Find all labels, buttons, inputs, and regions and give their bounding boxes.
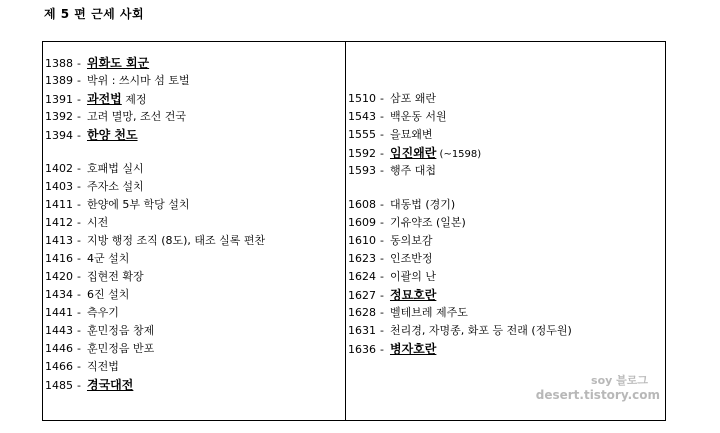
timeline-event: 인조반정: [389, 252, 433, 265]
watermark-blog-name: soy 블로그: [591, 374, 648, 387]
timeline-row: [45, 232, 341, 250]
timeline-year: 1623: [348, 252, 376, 265]
timeline-year: 1402: [45, 162, 73, 175]
dash-separator: -: [380, 216, 384, 229]
timeline-row: [45, 196, 341, 214]
dash-separator: -: [77, 379, 81, 392]
dash-separator: -: [380, 252, 384, 265]
timeline-row: [348, 162, 662, 180]
timeline-row: [348, 232, 662, 250]
dash-separator: -: [77, 216, 81, 229]
timeline-row: [45, 304, 341, 322]
dash-separator: -: [77, 288, 81, 301]
dash-separator: -: [77, 110, 81, 123]
timeline-row: [45, 250, 341, 268]
timeline-event: 위화도 회군: [86, 56, 150, 70]
timeline-event: 시전: [86, 216, 109, 229]
timeline-year: 1609: [348, 216, 376, 229]
timeline-event-note: (~1598): [436, 149, 482, 160]
timeline-row: [45, 268, 341, 286]
timeline-event: 직전법: [86, 360, 119, 373]
timeline-year: 1389: [45, 74, 73, 87]
dash-separator: -: [380, 110, 384, 123]
dash-separator: -: [77, 324, 81, 337]
dash-separator: -: [380, 147, 384, 160]
timeline-row: [45, 286, 341, 304]
timeline-row: [45, 54, 341, 72]
timeline-row: [45, 160, 341, 178]
timeline-year: 1446: [45, 342, 73, 355]
dash-separator: -: [380, 234, 384, 247]
timeline-year: 1394: [45, 129, 73, 142]
timeline-event: 한양에 5부 학당 설치: [86, 198, 190, 211]
timeline-row: [348, 250, 662, 268]
timeline-year: 1510: [348, 92, 376, 105]
timeline-year: 1627: [348, 289, 376, 302]
timeline-year: 1636: [348, 343, 376, 356]
timeline-year: 1392: [45, 110, 73, 123]
timeline-row: [348, 196, 662, 214]
timeline-row: [348, 144, 662, 162]
left-timeline-column: [45, 54, 341, 394]
dash-separator: -: [380, 289, 384, 302]
timeline-row: [348, 90, 662, 108]
timeline-year: 1592: [348, 147, 376, 160]
timeline-year: 1434: [45, 288, 73, 301]
column-divider: [345, 41, 346, 421]
dash-separator: -: [77, 74, 81, 87]
timeline-row: [45, 72, 341, 90]
timeline-year: 1466: [45, 360, 73, 373]
timeline-row: [45, 214, 341, 232]
timeline-event: 동의보감: [389, 234, 433, 247]
timeline-year: 1631: [348, 324, 376, 337]
timeline-event: 과전법: [86, 92, 122, 106]
timeline-event: 경국대전: [86, 378, 134, 392]
timeline-year: 1624: [348, 270, 376, 283]
dash-separator: -: [77, 198, 81, 211]
timeline-event: 천리경, 자명종, 화포 등 전래 (정두원): [389, 324, 572, 337]
dash-separator: -: [380, 198, 384, 211]
timeline-event: 주자소 설치: [86, 180, 144, 193]
timeline-event: 임진왜란: [389, 146, 437, 160]
dash-separator: -: [77, 162, 81, 175]
timeline-year: 1413: [45, 234, 73, 247]
timeline-row: [348, 268, 662, 286]
timeline-year: 1555: [348, 128, 376, 141]
timeline-event: 호패법 실시: [86, 162, 144, 175]
dash-separator: -: [380, 164, 384, 177]
dash-separator: -: [77, 306, 81, 319]
timeline-year: 1412: [45, 216, 73, 229]
timeline-year: 1391: [45, 93, 73, 106]
timeline-event: 이괄의 난: [389, 270, 436, 283]
timeline-year: 1416: [45, 252, 73, 265]
blog-watermark: [535, 372, 660, 402]
timeline-row: [348, 286, 662, 304]
timeline-row: [348, 126, 662, 144]
timeline-year: 1443: [45, 324, 73, 337]
timeline-event: 6진 설치: [86, 288, 130, 301]
timeline-year: 1420: [45, 270, 73, 283]
timeline-row: [45, 90, 341, 108]
timeline-year: 1593: [348, 164, 376, 177]
timeline-year: 1411: [45, 198, 73, 211]
timeline-event: 벨테브레 제주도: [389, 306, 468, 319]
dash-separator: -: [77, 93, 81, 106]
timeline-event: 행주 대첩: [389, 164, 436, 177]
timeline-row: [45, 178, 341, 196]
timeline-row: [45, 376, 341, 394]
timeline-year: 1543: [348, 110, 376, 123]
dash-separator: -: [380, 92, 384, 105]
timeline-row: [348, 214, 662, 232]
dash-separator: -: [77, 129, 81, 142]
dash-separator: -: [77, 57, 81, 70]
timeline-row: [348, 340, 662, 358]
dash-separator: -: [77, 270, 81, 283]
timeline-row: [45, 108, 341, 126]
timeline-row: [348, 108, 662, 126]
timeline-event: 지방 행정 조직 (8도), 태조 실록 편찬: [86, 234, 266, 247]
timeline-event: 측우기: [86, 306, 119, 319]
right-timeline-column: [348, 90, 662, 358]
dash-separator: -: [77, 342, 81, 355]
timeline-event: 백운동 서원: [389, 110, 447, 123]
timeline-event: 고려 멸망, 조선 건국: [86, 110, 186, 123]
group-spacer: [348, 180, 662, 196]
dash-separator: -: [380, 128, 384, 141]
timeline-event: 대동법 (경기): [389, 198, 456, 211]
timeline-event: 삼포 왜란: [389, 92, 436, 105]
timeline-year: 1441: [45, 306, 73, 319]
timeline-year: 1608: [348, 198, 376, 211]
timeline-event: 박위 : 쓰시마 섬 토벌: [86, 74, 190, 87]
timeline-row: [45, 340, 341, 358]
timeline-row: [45, 358, 341, 376]
timeline-event: 병자호란: [389, 342, 437, 356]
timeline-event: 기유약조 (일본): [389, 216, 466, 229]
timeline-year: 1388: [45, 57, 73, 70]
timeline-row: [45, 322, 341, 340]
dash-separator: -: [77, 234, 81, 247]
page-title: 제 5 편 근세 사회: [44, 7, 145, 21]
dash-separator: -: [380, 324, 384, 337]
dash-separator: -: [77, 180, 81, 193]
group-spacer: [45, 144, 341, 160]
timeline-year: 1610: [348, 234, 376, 247]
dash-separator: -: [380, 306, 384, 319]
timeline-row: [348, 322, 662, 340]
timeline-year: 1628: [348, 306, 376, 319]
timeline-event: 한양 천도: [86, 128, 138, 142]
watermark-url: desert.tistory.com: [535, 388, 660, 402]
dash-separator: -: [380, 343, 384, 356]
dash-separator: -: [77, 252, 81, 265]
timeline-event: 집현전 확장: [86, 270, 144, 283]
timeline-year: 1485: [45, 379, 73, 392]
timeline-event: 정묘호란: [389, 288, 437, 302]
timeline-row: [348, 304, 662, 322]
timeline-event: 훈민정음 창제: [86, 324, 155, 337]
dash-separator: -: [380, 270, 384, 283]
timeline-event: 4군 설치: [86, 252, 130, 265]
timeline-event: 훈민정음 반포: [86, 342, 155, 355]
timeline-event-suffix: 제정: [121, 93, 147, 106]
dash-separator: -: [77, 360, 81, 373]
timeline-event: 을묘왜변: [389, 128, 433, 141]
timeline-row: [45, 126, 341, 144]
timeline-year: 1403: [45, 180, 73, 193]
